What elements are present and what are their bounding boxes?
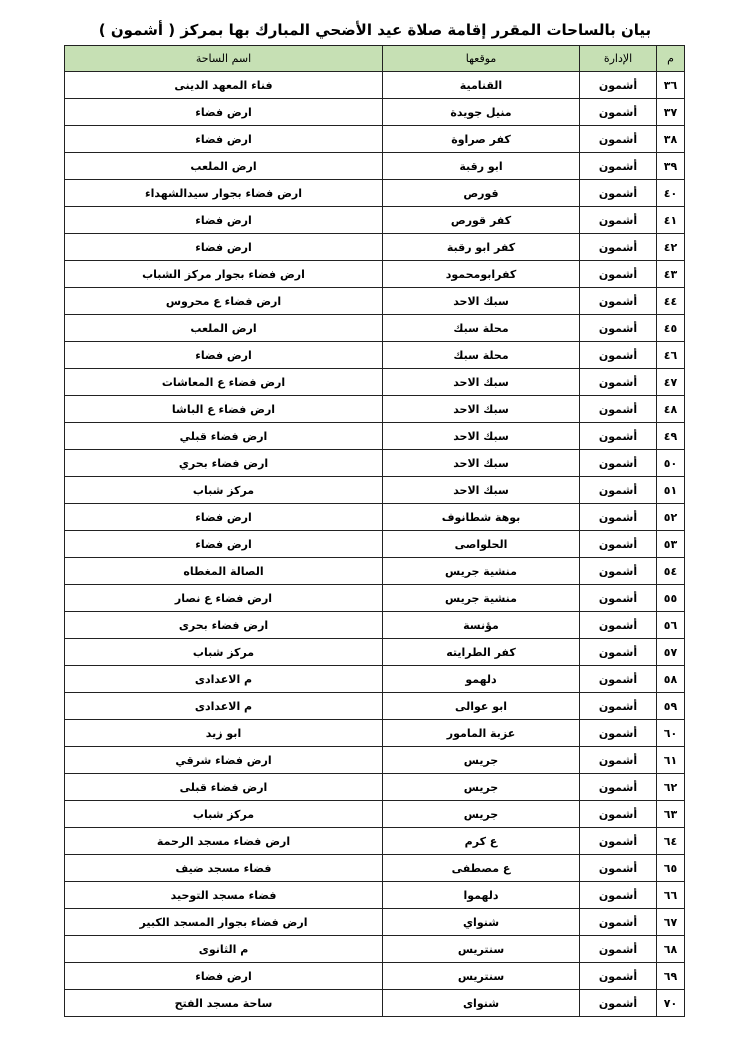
row-square-name: الصالة المغطاه (65, 558, 383, 585)
row-admin: أشمون (580, 639, 657, 666)
row-square-name: م الثانوى (65, 936, 383, 963)
row-location: سبك الاحد (383, 477, 580, 504)
table-row (65, 990, 685, 1017)
row-location: محلة سبك (383, 315, 580, 342)
row-admin: أشمون (580, 180, 657, 207)
table-header-row (65, 46, 685, 72)
row-square-name: ارض فضاء بحرى (65, 612, 383, 639)
row-num: ٤٣ (657, 261, 685, 288)
row-admin: أشمون (580, 315, 657, 342)
header-admin: الإدارة (580, 46, 657, 72)
row-square-name: ارض فضاء (65, 342, 383, 369)
row-square-name: ارض الملعب (65, 153, 383, 180)
table-row (65, 828, 685, 855)
row-square-name: ارض فضاء مسجد الرحمة (65, 828, 383, 855)
row-admin: أشمون (580, 504, 657, 531)
row-admin: أشمون (580, 72, 657, 99)
row-location: ابو رقبة (383, 153, 580, 180)
row-square-name: ارض الملعب (65, 315, 383, 342)
row-admin: أشمون (580, 720, 657, 747)
row-admin: أشمون (580, 126, 657, 153)
row-admin: أشمون (580, 558, 657, 585)
row-location: كفر ابو رقبة (383, 234, 580, 261)
table-row (65, 612, 685, 639)
row-location: منشية جريس (383, 585, 580, 612)
row-num: ٥٥ (657, 585, 685, 612)
table-row (65, 693, 685, 720)
row-square-name: ارض فضاء (65, 99, 383, 126)
row-location: سنتريس (383, 963, 580, 990)
row-num: ٦١ (657, 747, 685, 774)
row-admin: أشمون (580, 666, 657, 693)
row-num: ٥١ (657, 477, 685, 504)
table-row (65, 801, 685, 828)
table-row (65, 450, 685, 477)
row-admin: أشمون (580, 342, 657, 369)
row-location: ع كرم (383, 828, 580, 855)
row-square-name: ارض فضاء ع نصار (65, 585, 383, 612)
row-num: ٥٤ (657, 558, 685, 585)
table-row (65, 585, 685, 612)
row-admin: أشمون (580, 153, 657, 180)
row-location: مؤنسة (383, 612, 580, 639)
page-title: بيان بالساحات المقرر إقامة صلاة عيد الأضحي المبارك بها بمركز ( أشمون ) (98, 21, 652, 39)
row-square-name: ارض فضاء ع محروس (65, 288, 383, 315)
row-num: ٥٧ (657, 639, 685, 666)
row-location: كفر قورص (383, 207, 580, 234)
row-num: ٤٩ (657, 423, 685, 450)
row-square-name: فناء المعهد الدينى (65, 72, 383, 99)
row-square-name: مركز شباب (65, 639, 383, 666)
row-admin: أشمون (580, 288, 657, 315)
row-square-name: ارض فضاء ع المعاشات (65, 369, 383, 396)
row-location: جريس (383, 801, 580, 828)
row-location: كفر صراوة (383, 126, 580, 153)
header-square-name: اسم الساحة (65, 46, 383, 72)
row-num: ٣٨ (657, 126, 685, 153)
table-row (65, 315, 685, 342)
row-square-name: ارض فضاء قبلى (65, 774, 383, 801)
row-square-name: ارض فضاء ع الباشا (65, 396, 383, 423)
row-num: ٤٨ (657, 396, 685, 423)
table-row (65, 288, 685, 315)
table-row (65, 963, 685, 990)
table-body (65, 72, 685, 1017)
table-row (65, 207, 685, 234)
table-row (65, 369, 685, 396)
row-admin: أشمون (580, 882, 657, 909)
row-square-name: م الاعدادى (65, 693, 383, 720)
header-location: موقعها (383, 46, 580, 72)
row-admin: أشمون (580, 747, 657, 774)
row-location: كفرابومحمود (383, 261, 580, 288)
table-row (65, 72, 685, 99)
row-num: ٣٩ (657, 153, 685, 180)
row-num: ٤٠ (657, 180, 685, 207)
row-num: ٥٦ (657, 612, 685, 639)
row-location: بوهة شطانوف (383, 504, 580, 531)
row-num: ٥٠ (657, 450, 685, 477)
header-num: م (657, 46, 685, 72)
row-admin: أشمون (580, 531, 657, 558)
row-location: محلة سبك (383, 342, 580, 369)
table-row (65, 99, 685, 126)
row-num: ٦٢ (657, 774, 685, 801)
table-row (65, 531, 685, 558)
table-row (65, 855, 685, 882)
table-row (65, 153, 685, 180)
row-location: سبك الاحد (383, 369, 580, 396)
row-num: ٦٧ (657, 909, 685, 936)
row-square-name: ارض فضاء (65, 207, 383, 234)
table-row (65, 180, 685, 207)
row-square-name: م الاعدادى (65, 666, 383, 693)
row-admin: أشمون (580, 855, 657, 882)
table-row (65, 909, 685, 936)
table-row (65, 423, 685, 450)
row-location: سبك الاحد (383, 288, 580, 315)
row-square-name: ارض فضاء بجوار سيدالشهداء (65, 180, 383, 207)
row-num: ٥٩ (657, 693, 685, 720)
row-location: منيل جويدة (383, 99, 580, 126)
row-admin: أشمون (580, 450, 657, 477)
row-location: سبك الاحد (383, 450, 580, 477)
row-square-name: ارض فضاء بجوار مركز الشباب (65, 261, 383, 288)
row-location: شنواي (383, 909, 580, 936)
table-row (65, 342, 685, 369)
row-location: الحلواصى (383, 531, 580, 558)
row-num: ٤٢ (657, 234, 685, 261)
row-admin: أشمون (580, 990, 657, 1017)
row-admin: أشمون (580, 207, 657, 234)
row-admin: أشمون (580, 774, 657, 801)
row-admin: أشمون (580, 423, 657, 450)
row-admin: أشمون (580, 936, 657, 963)
row-num: ٤٧ (657, 369, 685, 396)
row-square-name: مركز شباب (65, 477, 383, 504)
row-admin: أشمون (580, 585, 657, 612)
row-admin: أشمون (580, 693, 657, 720)
squares-table (64, 45, 685, 1017)
row-location: ع مصطفى (383, 855, 580, 882)
row-admin: أشمون (580, 612, 657, 639)
table-row (65, 126, 685, 153)
row-num: ٦٤ (657, 828, 685, 855)
row-square-name: ارض فضاء (65, 963, 383, 990)
row-admin: أشمون (580, 801, 657, 828)
row-location: شنواى (383, 990, 580, 1017)
row-location: سبك الاحد (383, 396, 580, 423)
row-admin: أشمون (580, 963, 657, 990)
row-admin: أشمون (580, 369, 657, 396)
row-num: ٧٠ (657, 990, 685, 1017)
row-square-name: ارض فضاء (65, 234, 383, 261)
row-num: ٤٥ (657, 315, 685, 342)
table-row (65, 396, 685, 423)
table-row (65, 477, 685, 504)
table-row (65, 504, 685, 531)
row-location: ابو عوالى (383, 693, 580, 720)
row-square-name: ارض فضاء بجوار المسجد الكبير (65, 909, 383, 936)
row-num: ٦٩ (657, 963, 685, 990)
row-square-name: فضاء مسجد ضيف (65, 855, 383, 882)
row-num: ٦٥ (657, 855, 685, 882)
row-square-name: ارض فضاء (65, 126, 383, 153)
row-square-name: ارض فضاء بحري (65, 450, 383, 477)
row-num: ٦٨ (657, 936, 685, 963)
table-row (65, 720, 685, 747)
row-num: ٦٦ (657, 882, 685, 909)
row-location: كفر الطرايته (383, 639, 580, 666)
row-square-name: ابو زيد (65, 720, 383, 747)
row-location: منشية جريس (383, 558, 580, 585)
row-num: ٥٨ (657, 666, 685, 693)
row-admin: أشمون (580, 828, 657, 855)
row-square-name: ارض فضاء (65, 504, 383, 531)
row-location: جريس (383, 747, 580, 774)
row-location: دلهمو (383, 666, 580, 693)
row-admin: أشمون (580, 261, 657, 288)
row-location: القنامية (383, 72, 580, 99)
row-location: قورص (383, 180, 580, 207)
table-row (65, 936, 685, 963)
row-square-name: فضاء مسجد التوحيد (65, 882, 383, 909)
row-square-name: مركز شباب (65, 801, 383, 828)
row-location: عزبة المامور (383, 720, 580, 747)
table-row (65, 774, 685, 801)
row-num: ٣٦ (657, 72, 685, 99)
row-admin: أشمون (580, 477, 657, 504)
row-location: سنتريس (383, 936, 580, 963)
row-num: ٤١ (657, 207, 685, 234)
row-admin: أشمون (580, 99, 657, 126)
row-num: ٤٤ (657, 288, 685, 315)
row-square-name: ساحة مسجد الفتح (65, 990, 383, 1017)
row-num: ٣٧ (657, 99, 685, 126)
row-square-name: ارض فضاء شرقي (65, 747, 383, 774)
table-row (65, 558, 685, 585)
row-location: دلهموا (383, 882, 580, 909)
table-row (65, 747, 685, 774)
row-admin: أشمون (580, 396, 657, 423)
table-row (65, 234, 685, 261)
table-row (65, 666, 685, 693)
row-square-name: ارض فضاء قبلي (65, 423, 383, 450)
row-admin: أشمون (580, 909, 657, 936)
table-row (65, 882, 685, 909)
row-admin: أشمون (580, 234, 657, 261)
row-num: ٥٣ (657, 531, 685, 558)
table-row (65, 639, 685, 666)
row-num: ٦٠ (657, 720, 685, 747)
row-num: ٥٢ (657, 504, 685, 531)
row-num: ٤٦ (657, 342, 685, 369)
table-row (65, 261, 685, 288)
row-location: سبك الاحد (383, 423, 580, 450)
row-num: ٦٣ (657, 801, 685, 828)
row-location: جريس (383, 774, 580, 801)
row-square-name: ارض فضاء (65, 531, 383, 558)
